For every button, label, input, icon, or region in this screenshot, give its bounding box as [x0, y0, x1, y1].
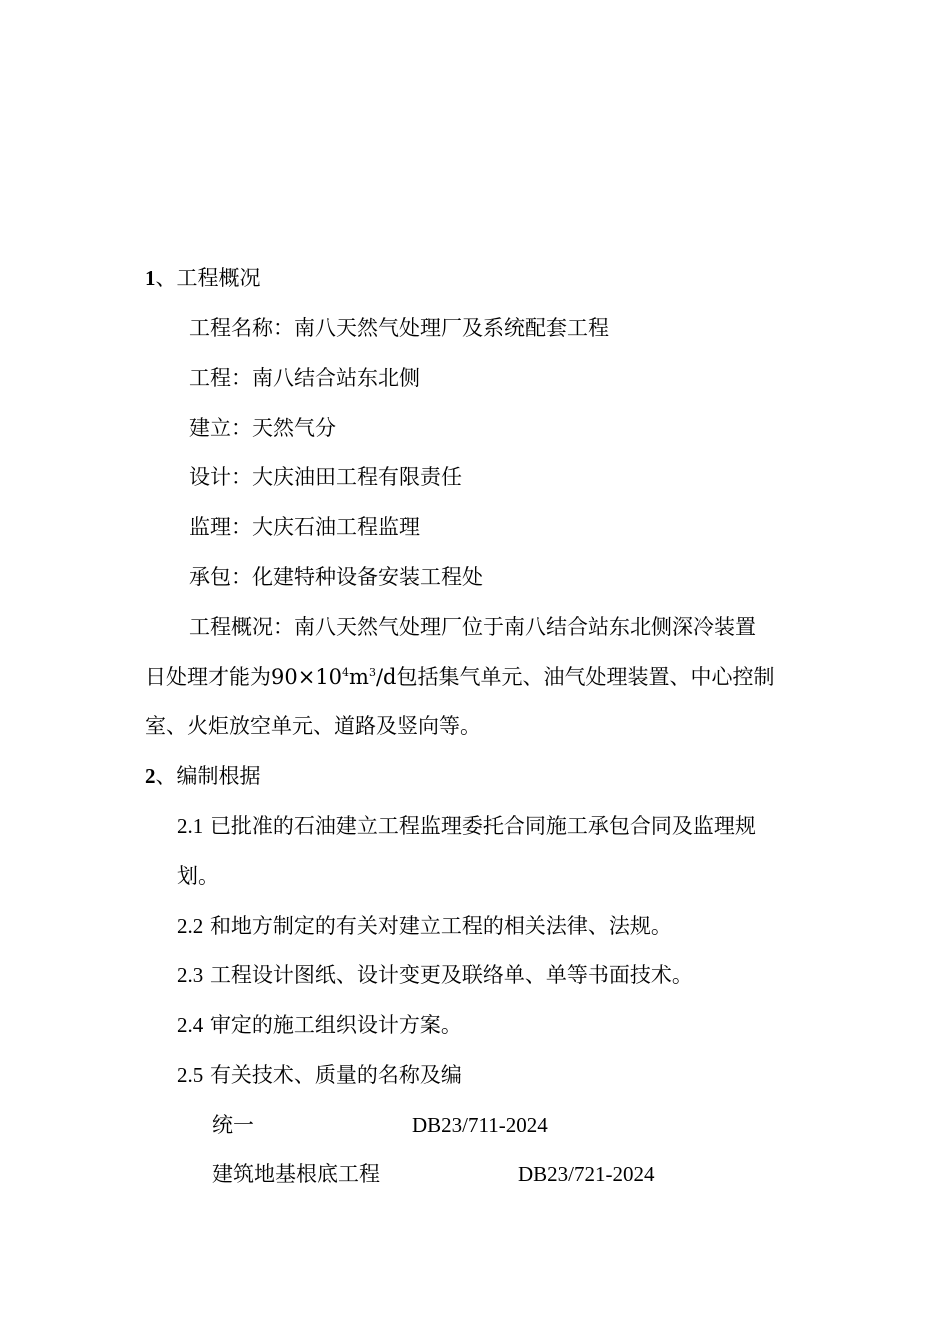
basis-item-text: 有关技术、质量的名称及编 — [209, 1063, 462, 1087]
basis-item-number: 2.2 — [177, 914, 204, 938]
section-2-title: 、编制根据 — [155, 764, 261, 788]
overview-line-2-part-b: m — [349, 665, 369, 689]
basis-item-text: 已批准的石油建立工程监理委托合同施工承包合同及监理规 — [209, 814, 756, 838]
project-supervisor: 监理：大庆石油工程监理 — [189, 515, 420, 539]
basis-item-2-3 — [177, 960, 693, 990]
basis-item-2-1 — [177, 811, 756, 841]
standard-code: DB23/721-2024 — [518, 1162, 655, 1186]
basis-item-number: 2.5 — [177, 1063, 204, 1087]
section-2-number: 2 — [145, 764, 156, 788]
project-overview-line-2 — [145, 662, 775, 692]
project-overview-line-3: 室、火炬放空单元、道路及竖向等。 — [145, 714, 481, 738]
overview-line-2-part-c: /d包括集气单元、油气处理装置、中心控制 — [375, 665, 775, 689]
section-2-heading — [145, 761, 261, 791]
basis-item-number: 2.4 — [177, 1013, 204, 1037]
standard-code: DB23/711-2024 — [412, 1113, 548, 1137]
basis-item-2-5 — [177, 1060, 462, 1090]
basis-item-2-4 — [177, 1010, 462, 1040]
section-1-number: 1 — [145, 266, 156, 290]
project-name: 工程名称：南八天然气处理厂及系统配套工程 — [189, 316, 609, 340]
standard-name: 建筑地基根底工程 — [212, 1162, 380, 1186]
basis-item-number: 2.1 — [177, 814, 204, 838]
overview-exponent-3: 3 — [368, 666, 376, 679]
overview-exponent-4: 4 — [342, 666, 350, 679]
section-1-title: 、工程概况 — [155, 266, 261, 290]
section-1-heading — [145, 263, 261, 293]
overview-line-2-part-a: 日处理才能为90×10 — [145, 665, 343, 689]
project-designer: 设计：大庆油田工程有限责任 — [189, 465, 462, 489]
basis-item-number: 2.3 — [177, 963, 204, 987]
basis-item-text: 审定的施工组织设计方案。 — [209, 1013, 462, 1037]
project-location: 工程：南八结合站东北侧 — [189, 366, 420, 390]
basis-item-text: 工程设计图纸、设计变更及联络单、单等书面技术。 — [209, 963, 693, 987]
basis-item-2-1-continued: 划。 — [177, 864, 219, 888]
project-overview-line-1: 工程概况：南八天然气处理厂位于南八结合站东北侧深冷装置 — [189, 615, 756, 639]
project-contractor: 承包：化建特种设备安装工程处 — [189, 565, 483, 589]
basis-item-text: 和地方制定的有关对建立工程的相关法律、法规。 — [209, 914, 672, 938]
basis-item-2-2 — [177, 911, 672, 941]
standard-name: 统一 — [212, 1113, 254, 1137]
project-builder: 建立：天然气分 — [189, 416, 336, 440]
